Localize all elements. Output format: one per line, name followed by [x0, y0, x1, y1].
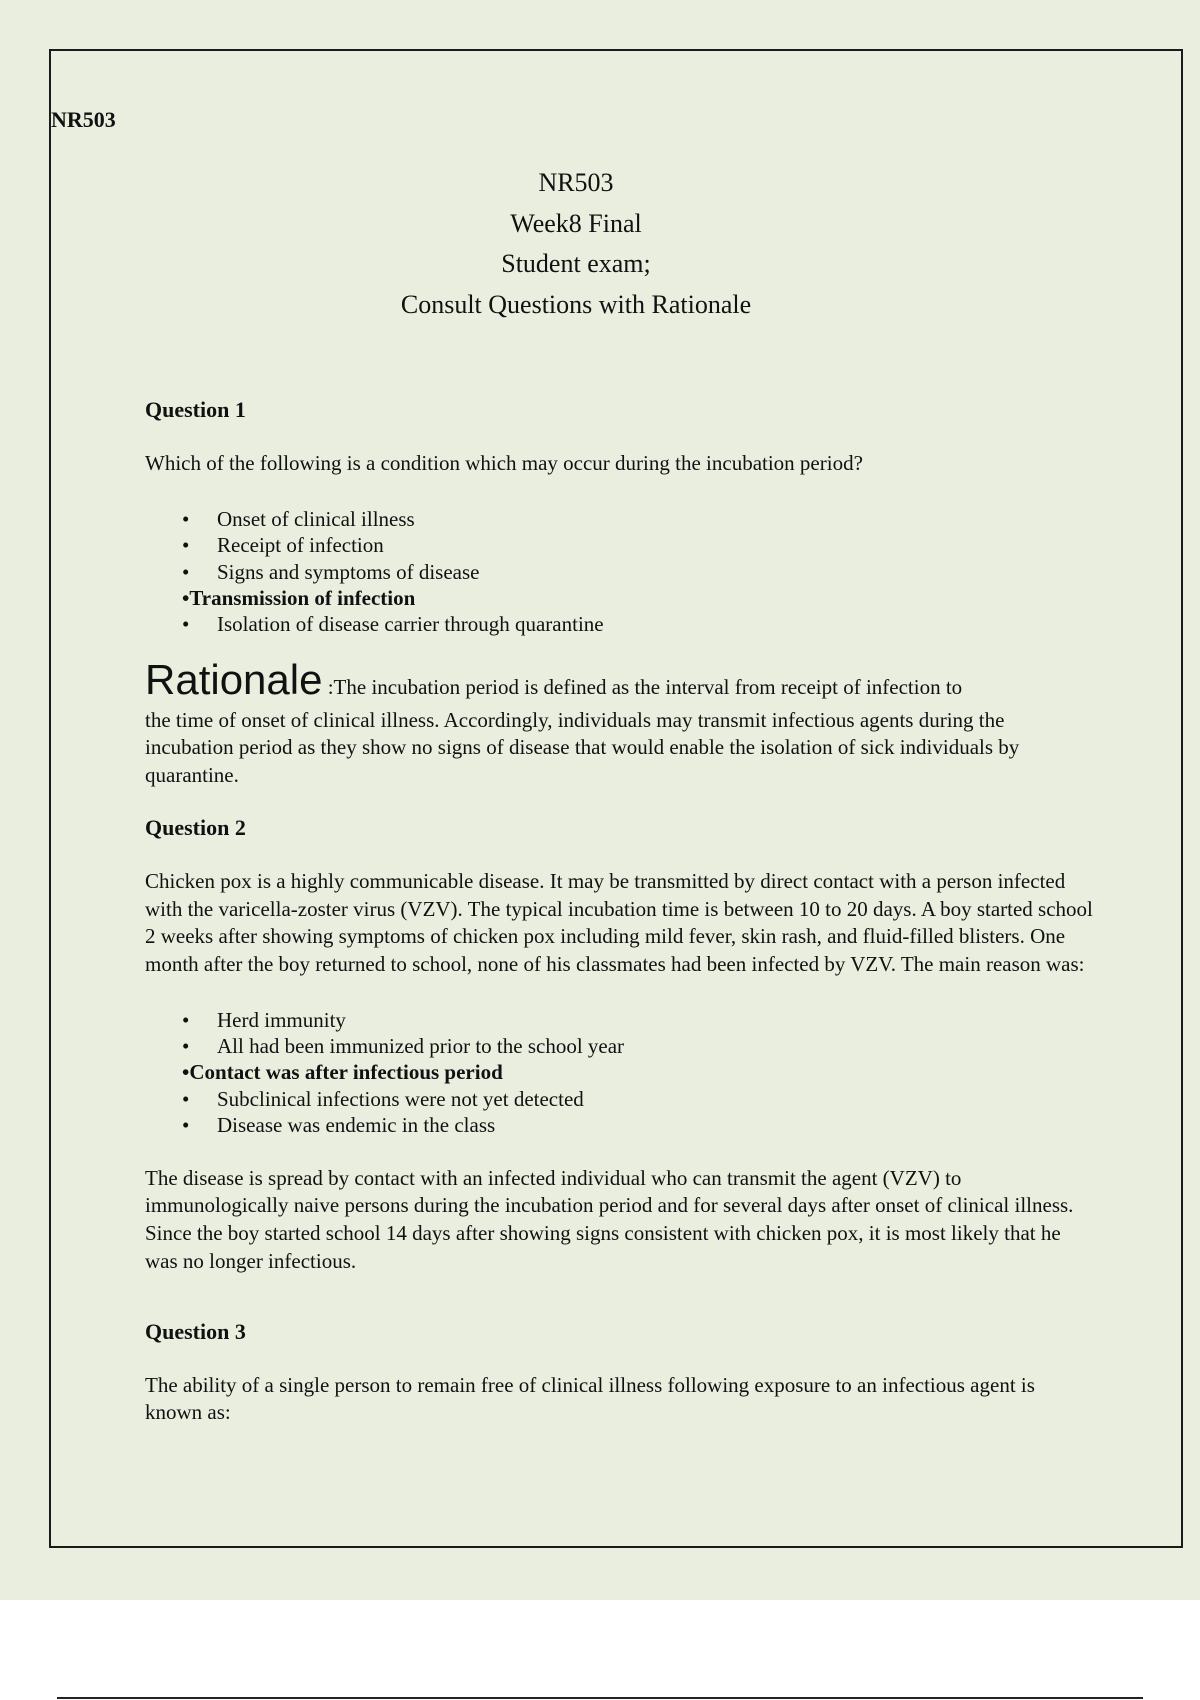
option-text: All had been immunized prior to the school year [217, 1034, 625, 1059]
answer-option [145, 506, 1095, 532]
bullet-icon: • [182, 1086, 190, 1111]
option-text: Herd immunity [217, 1007, 346, 1032]
answer-option [145, 1007, 1095, 1033]
option-text: Contact was after infectious period [189, 1060, 503, 1085]
question-heading: Question 1 [145, 397, 246, 422]
document-title [280, 163, 872, 325]
title-line-subtitle: Consult Questions with Rationale [400, 289, 752, 319]
bullet-icon: • [182, 612, 190, 637]
answer-option [145, 1086, 1095, 1112]
answer-options [145, 1007, 1095, 1139]
answer-option [145, 532, 1095, 558]
option-text: Disease was endemic in the class [217, 1113, 496, 1138]
bullet-icon: • [182, 585, 190, 610]
question-1 [145, 396, 1095, 790]
bullet-icon: • [182, 1113, 190, 1138]
rationale-text-start: :The incubation period is defined as the interval from receipt of infection to [327, 674, 963, 699]
option-text: Isolation of disease carrier through quarantine [217, 612, 604, 637]
question-heading: Question 3 [145, 1318, 246, 1344]
title-line-exam: Student exam; [501, 249, 651, 278]
title-line-week: Week8 Final [510, 208, 642, 238]
bullet-icon: • [182, 533, 190, 558]
question-prompt: Chicken pox is a highly communicable disease. It may be transmitted by direct contact with a person infected with the varicella-zoster virus (VZV). The typical incubation time is between 10 to 20 days. A boy started school 2 weeks after showing symptoms of chicken pox including mild fever, skin rash, and fluid-filled blisters. One month after the boy returned to school, none of his classmates had been infected by VZV. The main reason was: [145, 868, 1093, 976]
question-prompt: The ability of a single person to remain free of clinical illness following exposure to an infectious agent is known as: [145, 1372, 1035, 1425]
question-3 [145, 1318, 1095, 1427]
rationale-text: the time of onset of clinical illness. Accordingly, individuals may transmit infectious agents during the incubation period as they show no signs of disease that would enable the isolation of sick individuals by quarantine. [145, 707, 1020, 788]
document-content [145, 396, 1095, 1427]
rationale-label: Rationale [145, 655, 323, 703]
option-text: Transmission of infection [189, 585, 416, 610]
bullet-icon: • [182, 1007, 190, 1032]
question-prompt: Which of the following is a condition which may occur during the incubation period? [145, 451, 863, 475]
answer-options [145, 506, 1095, 638]
rationale-first-line [145, 655, 1095, 707]
footer-divider [57, 1697, 1143, 1699]
title-line-course: NR503 [538, 168, 614, 197]
option-text: Subclinical infections were not yet detected [217, 1086, 584, 1111]
bullet-icon: • [182, 1060, 190, 1085]
option-text: Signs and symptoms of disease [217, 559, 480, 584]
answer-option-correct [145, 1059, 1095, 1085]
answer-option [145, 611, 1095, 637]
answer-option [145, 1112, 1095, 1138]
rationale-text: The disease is spread by contact with an infected individual who can transmit the agent (VZV) to immunologically naive persons during the incubation period and for several days after onset of clinical illness. Since the boy started school 14 days after showing signs consistent with chicken pox, it is most likely that he was no longer infectious. [145, 1165, 1074, 1273]
question-2 [145, 814, 1095, 1276]
answer-option-correct [145, 585, 1095, 611]
answer-option [145, 1033, 1095, 1059]
header-course-code: NR503 [51, 107, 116, 132]
option-text: Onset of clinical illness [217, 506, 415, 531]
bullet-icon: • [182, 559, 190, 584]
bullet-icon: • [182, 506, 190, 531]
answer-option [145, 559, 1095, 585]
bullet-icon: • [182, 1034, 190, 1059]
question-heading: Question 2 [145, 814, 246, 840]
option-text: Receipt of infection [217, 533, 384, 558]
